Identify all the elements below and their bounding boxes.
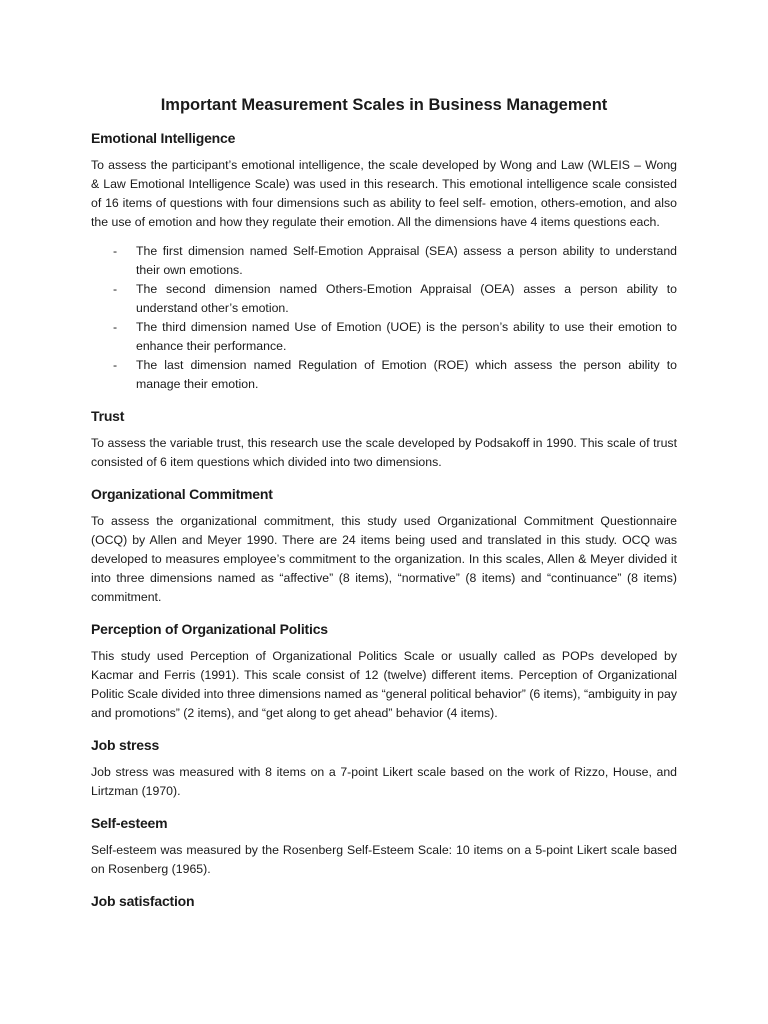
section-organizational-commitment: [91, 484, 677, 607]
document-title: Important Measurement Scales in Business Management: [160, 96, 608, 114]
section-heading: Self-esteem: [91, 815, 168, 831]
section-heading: Trust: [91, 408, 125, 424]
list-item-text: The second dimension named Others-Emotion Appraisal (OEA) asses a person ability to understand other’s emotion.: [136, 282, 677, 315]
section-paragraph: To assess the organizational commitment, this study used Organizational Commitment Questionnaire (OCQ) by Allen and Meyer 1990. There are 24 items being used and translated in this study. OCQ was developed to measures employee’s commitment to the organization. In this scales, Allen & Meyer divided it into three dimensions named as “affective” (8 items), “normative” (8 items) and “continuance” (8 items) commitment.: [91, 514, 677, 604]
list-item-text: The first dimension named Self-Emotion Appraisal (SEA) assess a person ability to understand their own emotions.: [136, 244, 677, 277]
section-paragraph: To assess the variable trust, this research use the scale developed by Podsakoff in 1990. This scale of trust consisted of 6 item questions which divided into two dimensions.: [91, 436, 677, 469]
section-heading: Perception of Organizational Politics: [91, 621, 328, 637]
section-paragraph: To assess the participant’s emotional intelligence, the scale developed by Wong and Law (WLEIS – Wong & Law Emotional Intelligence Scale) was used in this research. This emotional intelligence scale consisted of 16 items of questions with four dimensions such as ability to feel self- emotion, others-emotion, and also the use of emotion and how they regulate their emotion. All the dimensions have 4 items questions each.: [91, 158, 677, 229]
section-paragraph: Job stress was measured with 8 items on a 7-point Likert scale based on the work of Rizzo, House, and Lirtzman (1970).: [91, 765, 677, 798]
bullet-marker: -: [113, 320, 118, 334]
section-heading: Organizational Commitment: [91, 486, 273, 502]
bullet-marker: -: [113, 358, 118, 372]
section-job-stress: [91, 735, 677, 801]
section-trust: [91, 406, 677, 472]
section-self-esteem: [91, 813, 677, 879]
list-item: [91, 242, 677, 280]
list-item: [91, 318, 677, 356]
bullet-marker: -: [113, 282, 118, 296]
list-item: [91, 280, 677, 318]
section-job-satisfaction: [91, 891, 677, 911]
dimension-list: [91, 242, 677, 394]
section-heading: Job satisfaction: [91, 893, 195, 909]
list-item: [91, 356, 677, 394]
section-emotional-intelligence: [91, 128, 677, 394]
list-item-text: The last dimension named Regulation of Emotion (ROE) which assess the person ability to manage their emotion.: [136, 358, 677, 391]
section-heading: Emotional Intelligence: [91, 130, 236, 146]
section-paragraph: Self-esteem was measured by the Rosenberg Self-Esteem Scale: 10 items on a 5-point Likert scale based on Rosenberg (1965).: [91, 843, 677, 876]
bullet-marker: -: [113, 244, 118, 258]
list-item-text: The third dimension named Use of Emotion (UOE) is the person’s ability to use their emotion to enhance their performance.: [136, 320, 677, 353]
section-heading: Job stress: [91, 737, 160, 753]
section-paragraph: This study used Perception of Organizational Politics Scale or usually called as POPs developed by Kacmar and Ferris (1991). This scale consist of 12 (twelve) different items. Perception of Organizational Politic Scale divided into three dimensions named as “general political behavior” (6 items), “ambiguity in pay and promotions” (2 items), and “get along to get ahead” behavior (4 items).: [91, 649, 677, 720]
section-organizational-politics: [91, 619, 677, 723]
